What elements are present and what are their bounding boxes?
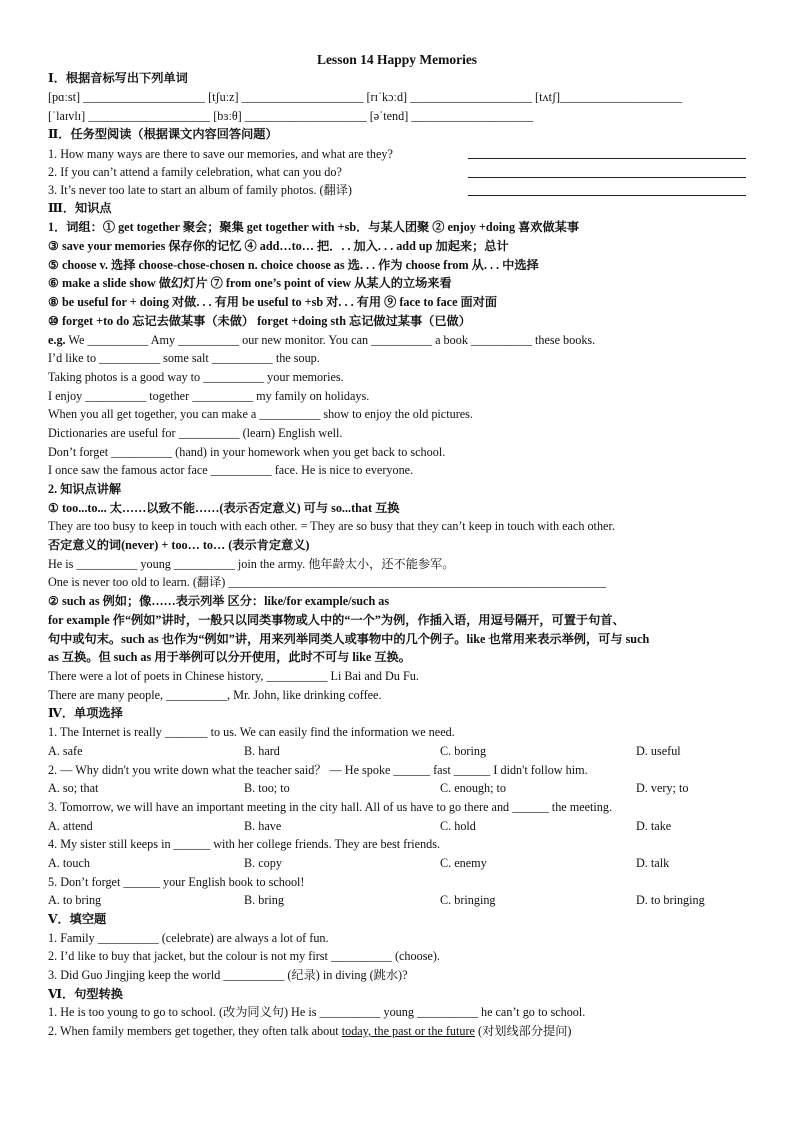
fill-question-1: 1. Family __________ (celebrate) are always a lot of fun. <box>48 931 329 945</box>
transform-question-1: 1. He is too young to go to school. (改为同义句) He is __________ young __________ he can’t go to school. <box>48 1005 586 1019</box>
phrase-line-4: ⑥ make a slide show 做幻灯片 ⑦ from one’s point of view 从某人的立场来看 <box>48 276 452 290</box>
fill-question-2: 2. I’d like to buy that jacket, but the colour is not my first __________ (choose). <box>48 949 440 963</box>
section-3-heading: Ⅲ．知识点 <box>48 201 112 215</box>
mc-option: B. too; to <box>244 781 290 795</box>
example-line-4: I enjoy __________ together __________ my family on holidays. <box>48 389 370 403</box>
mc-option: D. very; to <box>636 781 689 795</box>
answer-line <box>468 158 746 159</box>
example-text: We __________ Amy __________ our new monitor. You can __________ a book __________ these books. <box>65 333 596 347</box>
example-line-6: Dictionaries are useful for __________ (learn) English well. <box>48 426 343 440</box>
mc-option: B. hard <box>244 744 280 758</box>
knowledge-line-2: They are too busy to keep in touch with each other. = They are so busy that they can’t keep in touch with each other. <box>48 519 615 533</box>
underlined-phrase: today, the past or the future <box>341 1024 475 1038</box>
mc-option: B. copy <box>244 856 282 870</box>
phonetic-row-2: [ˈlaɪvlɪ] ____________________ [bɜːθ] ____________________ [əˈtend] ____________________ <box>48 109 534 123</box>
question-instruction: (对划线部分提问) <box>474 1024 572 1038</box>
reading-question-1: 1. How many ways are there to save our memories, and what are they? <box>48 147 393 161</box>
phrase-line-1: 1．词组：① get together 聚会；聚集 get together with +sb．与某人团聚 ② enjoy +doing 喜欢做某事 <box>48 220 580 234</box>
example-line-2: I’d like to __________ some salt __________ the soup. <box>48 351 320 365</box>
knowledge-line-3: 否定意义的词(never) + too… to… (表示肯定意义) <box>48 538 310 552</box>
mc-question-5: 5. Don’t forget ______ your English book to school! <box>48 875 305 889</box>
mc-option: D. take <box>636 819 672 833</box>
mc-option: A. safe <box>48 744 83 758</box>
section-5-heading: Ⅴ．填空题 <box>48 912 107 926</box>
mc-option: C. enemy <box>440 856 487 870</box>
section-2-heading: Ⅱ．任务型阅读（根据课文内容回答问题） <box>48 127 278 141</box>
question-text: 2. When family members get together, they often talk about <box>48 1024 342 1038</box>
phrase-line-5: ⑧ be useful for + doing 对做. . . 有用 be useful to +sb 对. . . 有用 ⑨ face to face 面对面 <box>48 295 498 309</box>
reading-question-3: 3. It’s never too late to start an album of family photos. (翻译) <box>48 183 352 197</box>
page-title: Lesson 14 Happy Memories <box>316 52 478 67</box>
example-line-1 <box>48 332 595 348</box>
fill-question-3: 3. Did Guo Jingjing keep the world __________ (纪录) in diving (跳水)? <box>48 968 408 982</box>
reading-question-2: 2. If you can’t attend a family celebration, what can you do? <box>48 165 342 179</box>
mc-question-1: 1. The Internet is really _______ to us. We can easily find the information we need. <box>48 725 455 739</box>
phrase-line-3: ⑤ choose v. 选择 choose-chose-chosen n. choice choose as 选. . . 作为 choose from 从. . . 中选择 <box>48 258 539 272</box>
phrase-line-6: ⑩ forget +to do 忘记去做某事（未做） forget +doing sth 忘记做过某事（已做） <box>48 314 471 328</box>
knowledge-line-4: He is __________ young __________ join the army. 他年龄太小，还不能参军。 <box>48 557 455 571</box>
mc-option: A. touch <box>48 856 90 870</box>
section-4-heading: Ⅳ．单项选择 <box>48 706 123 720</box>
mc-option: B. have <box>244 819 282 833</box>
answer-line <box>468 177 746 178</box>
mc-question-3: 3. Tomorrow, we will have an important meeting in the city hall. All of us have to go there and ______ the meeting. <box>48 800 613 814</box>
mc-option: C. bringing <box>440 893 496 907</box>
answer-line <box>468 195 746 196</box>
mc-option: D. talk <box>636 856 670 870</box>
knowledge-line-9: as 互换。但 such as 用于举例可以分开使用，此时不可与 like 互换。 <box>48 650 411 664</box>
section-6-heading: Ⅵ．句型转换 <box>48 987 123 1001</box>
knowledge-line-5: One is never too old to learn. (翻译) ______________________________________________________________ <box>48 575 607 589</box>
knowledge-line-7: for example 作“例如”讲时，一般只以同类事物或人中的“一个”为例，作插入语，用逗号隔开，可置于句首、 <box>48 613 625 627</box>
transform-question-2 <box>48 1023 571 1039</box>
phonetic-row-1: [pɑːst] ____________________ [tʃuːz] ____________________ [rɪˈkɔːd] ____________________ [tʌtʃ]____________________ <box>48 90 682 104</box>
mc-option: C. boring <box>440 744 487 758</box>
mc-option: D. useful <box>636 744 681 758</box>
mc-option: D. to bringing <box>636 893 705 907</box>
phrase-line-2: ③ save your memories 保存你的记忆 ④ add…to… 把．. . 加入. . . add up 加起来；总计 <box>48 239 509 253</box>
mc-question-4: 4. My sister still keeps in ______ with her college friends. They are best friends. <box>48 837 441 851</box>
knowledge-line-10: There were a lot of poets in Chinese history, __________ Li Bai and Du Fu. <box>48 669 419 683</box>
mc-option: A. to bring <box>48 893 102 907</box>
example-line-8: I once saw the famous actor face __________ face. He is nice to everyone. <box>48 463 414 477</box>
mc-option: C. enough; to <box>440 781 507 795</box>
mc-option: A. so; that <box>48 781 99 795</box>
knowledge-line-8: 句中或句末。such as 也作为“例如”讲，用来列举同类人或事物中的几个例子。like 也常用来表示举例，可与 such <box>48 632 650 646</box>
example-line-7: Don’t forget __________ (hand) in your homework when you get back to school. <box>48 445 446 459</box>
mc-option: B. bring <box>244 893 284 907</box>
knowledge-line-11: There are many people, __________, Mr. John, like drinking coffee. <box>48 688 382 702</box>
section-1-heading: Ⅰ．根据音标写出下列单词 <box>48 71 188 85</box>
mc-option: A. attend <box>48 819 93 833</box>
mc-question-2: 2. — Why didn't you write down what the teacher said？ — He spoke ______ fast ______ I didn't follow him. <box>48 763 588 777</box>
eg-label: e.g. <box>48 333 66 347</box>
example-line-3: Taking photos is a good way to __________ your memories. <box>48 370 344 384</box>
knowledge-heading: 2. 知识点讲解 <box>48 482 122 496</box>
knowledge-line-1: ① too...to... 太……以致不能……(表示否定意义) 可与 so...that 互换 <box>48 501 400 515</box>
mc-option: C. hold <box>440 819 476 833</box>
knowledge-line-6: ② such as 例如；像……表示列举 区分：like/for example/such as <box>48 594 390 608</box>
example-line-5: When you all get together, you can make a __________ show to enjoy the old pictures. <box>48 407 473 421</box>
